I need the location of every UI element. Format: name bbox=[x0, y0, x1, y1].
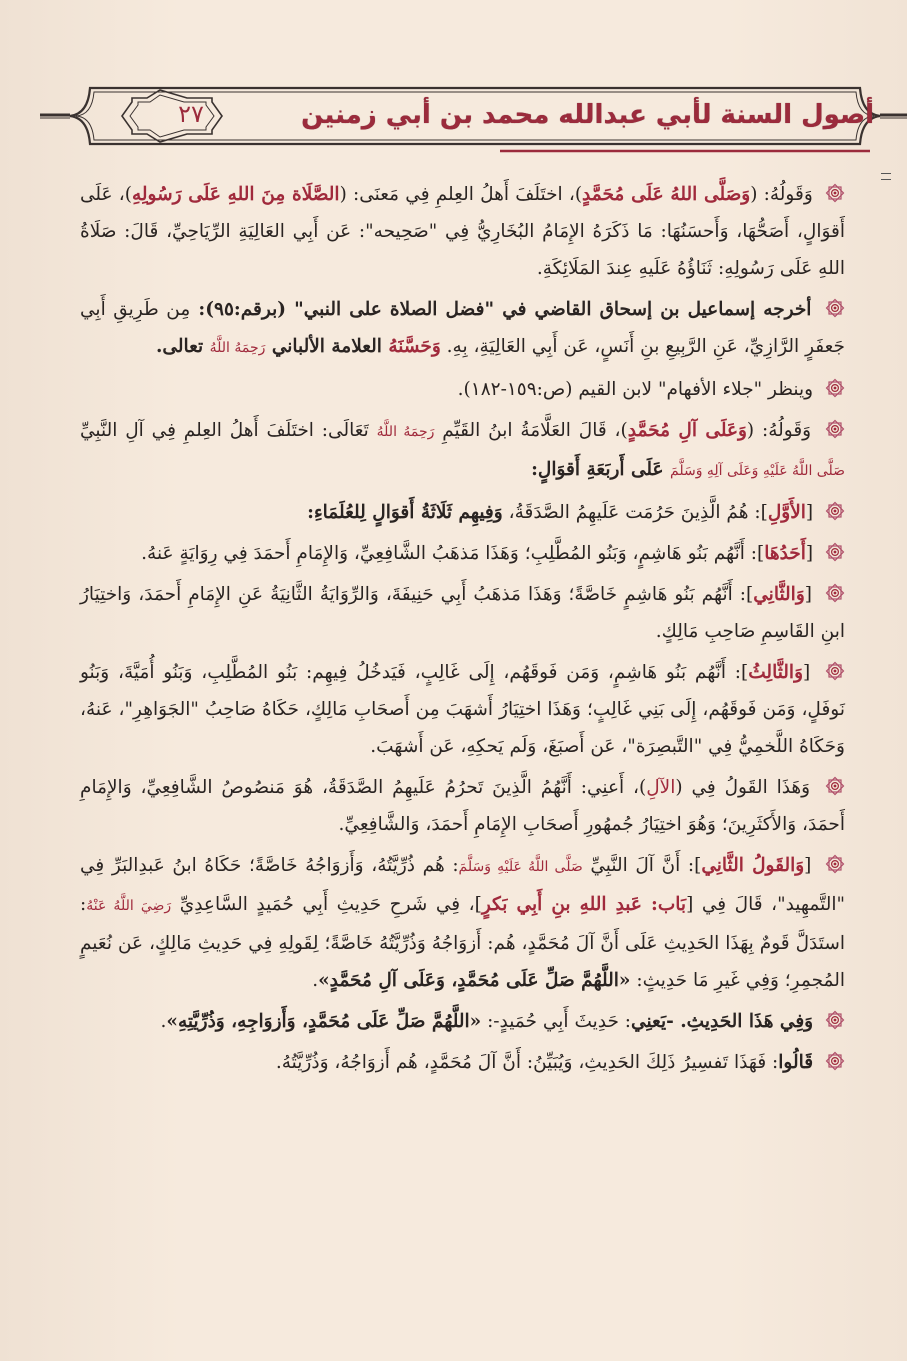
text-run: [ bbox=[803, 662, 811, 683]
margin-equals-mark bbox=[881, 173, 891, 180]
honorific-phrase: صَلَّى اللَّهُ عَلَيْهِ وَسَلَّمَ bbox=[458, 859, 583, 875]
honorific-phrase: رَضِيَ اللَّهُ عَنْهُ bbox=[86, 898, 172, 914]
text-run: [ bbox=[804, 584, 812, 605]
paragraph bbox=[80, 1003, 845, 1040]
page-number: ٢٧ bbox=[178, 100, 204, 128]
honorific-phrase: رَحِمَهُ اللَّهُ bbox=[209, 340, 266, 356]
paragraph bbox=[80, 371, 845, 408]
text-run: : حَدِيثَ أَبِي حُمَيدٍ-: bbox=[481, 1011, 632, 1032]
eight-point-star-rosette-icon bbox=[825, 183, 845, 203]
text-run: . bbox=[160, 1011, 167, 1032]
highlighted-text: وَحَسَّنَهُ bbox=[388, 336, 441, 357]
paragraph bbox=[80, 494, 845, 531]
text-run: [ bbox=[805, 502, 814, 523]
eight-point-star-rosette-icon bbox=[825, 661, 845, 681]
text-run: العلامة الألباني bbox=[265, 336, 389, 357]
text-run: )، قَالَ العَلَّامَةُ ابنُ القَيِّمِ bbox=[434, 420, 628, 441]
text-run: تعالى. bbox=[155, 336, 210, 357]
text-run: وَقَولُهُ: ( bbox=[750, 184, 813, 205]
text-run: ]: أَنَّهُم بَنُو هَاشِمٍ، وَبَنُو المُطَّلِبِ؛ وَهَذَا مَذهَبُ الشَّافِعِيِّ، وَالإِمَامِ أَحمَدَ فِي رِوَايَةٍ عَنهُ. bbox=[141, 543, 765, 564]
paragraph bbox=[80, 576, 845, 650]
highlighted-text: وَعَلَى آلِ مُحَمَّدٍ bbox=[627, 420, 747, 441]
highlighted-text: بَاب: عَبدِ اللهِ بنِ أَبِي بَكرٍ bbox=[481, 894, 687, 915]
text-run: : فَهَذَا تَفسِيرُ ذَلِكَ الحَدِيثِ، وَيُبَيِّنُ: أَنَّ آلَ مُحَمَّدٍ، هُم أَزوَاجُهُ، وَذُرِّيَّتُهُ. bbox=[275, 1052, 779, 1073]
text-run: وينظر "جلاء الأفهام" لابن القيم (ص:١٥٩-١٨٢). bbox=[457, 379, 814, 400]
text-run: أخرجه إسماعيل بن إسحاق القاضي في "فضل الصلاة على النبي" (برقم:٩٥): bbox=[190, 299, 812, 320]
highlighted-text: أَحَدُهَا bbox=[764, 543, 806, 564]
text-run: ]: هُمُ الَّذِينَ حَرُمَت عَلَيهِمُ الصَّدَقَةُ، bbox=[502, 502, 768, 523]
highlighted-text: الأَوَّلِ bbox=[767, 502, 806, 523]
text-run: عَلَى أَربَعَةِ أَقوَالٍ: bbox=[531, 459, 671, 480]
running-header bbox=[40, 82, 907, 152]
text-run: )، اختَلَفَ أَهلُ العِلمِ فِي مَعنَى: ( bbox=[339, 184, 583, 205]
text-run: : استَدَلَّ قَومٌ بِهَذَا الحَدِيثِ عَلَى أَنَّ آلَ مُحَمَّدٍ، هُم: أَزوَاجُهُ وَذُرِّيَّتُهُ خَاصَّةً؛ لِقَولِهِ فِي حَدِيثِ مَالِكٍ، عَن نُعَيمٍ المُجمِرِ؛ وَفِي غَيرِ مَا حَدِيثٍ: bbox=[80, 894, 845, 991]
paragraph bbox=[80, 412, 845, 490]
paragraph bbox=[80, 176, 845, 287]
text-run: تَعَالَى: اختَلَفَ أَهلُ العِلمِ فِي آلِ النَّبِيِّ bbox=[80, 420, 377, 441]
paragraph bbox=[80, 535, 845, 572]
text-run: «اللَّهُمَّ صَلِّ عَلَى مُحَمَّدٍ، وَعَلَى آلِ مُحَمَّدٍ» bbox=[318, 970, 631, 991]
paragraph bbox=[80, 291, 845, 367]
text-run: وَقَولُهُ: ( bbox=[746, 420, 812, 441]
paragraph bbox=[80, 654, 845, 765]
text-run: ]: أَنَّهُم بَنُو هَاشِمٍ، وَمَن فَوقَهُم، إِلَى غَالِبٍ، فَيَدخُلُ فِيهِم: بَنُو المُطَّلِبِ، وَبَنُو أُمَيَّةَ، وَبَنُو نَوفَلٍ، وَمَن فَوقَهُم، إِلَى بَنِي غَالِبٍ؛ وَهَذَا اختِيَارُ أَشهَبَ مِن أَصحَابِ مَالِكٍ، حَكَاهُ صَاحِبُ "الجَوَاهِرِ"، عَنهُ، وَحَكَاهُ اللَّخمِيُّ فِي "التَّبصِرَة"، عَن أَصبَغَ، وَلَم يَحكِهِ، عَن أَشهَبَ. bbox=[80, 662, 845, 757]
eight-point-star-rosette-icon bbox=[825, 542, 845, 562]
eight-point-star-rosette-icon bbox=[825, 776, 845, 796]
highlighted-text: وَصَلَّى اللهُ عَلَى مُحَمَّدٍ bbox=[582, 184, 751, 205]
eight-point-star-rosette-icon bbox=[825, 298, 845, 318]
text-run: )، أَعنِي: أَنَّهُمُ الَّذِينَ تَحرُمُ عَلَيهِمُ الصَّدَقَةُ، هُوَ مَنصُوصُ الشَّافِعِيِّ، وَالإِمَامِ أَحمَدَ، وَالأَكثَرِينَ؛ وَهُوَ اختِيَارُ جُمهُورِ أَصحَابِ الإِمَامِ أَحمَدَ، وَالشَّافِعِيِّ. bbox=[80, 777, 845, 835]
text-run: وَهَذَا القَولُ فِي ( bbox=[675, 777, 811, 798]
book-title: أصول السنة لأبي عبدالله محمد بن أبي زمنين bbox=[301, 100, 874, 130]
text-run: ]: أَنَّ آلَ النَّبِيِّ bbox=[582, 855, 702, 876]
highlighted-text: وَالثَّالِثُ bbox=[748, 662, 803, 683]
highlighted-text: الآلِ bbox=[646, 777, 676, 798]
highlighted-text: وَالثَّانِي bbox=[753, 584, 805, 605]
text-run: ]: أَنَّهُم بَنُو هَاشِمٍ خَاصَّةً؛ وَهَذَا مَذهَبُ أَبِي حَنِيفَةَ، وَالرِّوَايَةُ الثَّانِيَةُ عَنِ الإِمَامِ أَحمَدَ، وَاختِيَارُ ابنِ القَاسِمِ صَاحِبِ مَالِكٍ. bbox=[80, 584, 845, 642]
text-run: [ bbox=[805, 543, 814, 564]
text-run: . bbox=[312, 970, 319, 991]
paragraph bbox=[80, 1044, 845, 1081]
eight-point-star-rosette-icon bbox=[825, 854, 845, 874]
text-run: مِن طَرِيقِ أَبِي جَعفَرٍ الرَّازِيِّ، عَنِ الرَّبِيعِ بنِ أَنَسٍ، عَن أَبِي العَالِيَةِ، بِهِ. bbox=[80, 299, 845, 357]
page-body bbox=[80, 176, 845, 1081]
eight-point-star-rosette-icon bbox=[825, 583, 845, 603]
highlighted-text: وَالقَولُ الثَّانِي bbox=[701, 855, 805, 876]
eight-point-star-rosette-icon bbox=[825, 1010, 845, 1030]
text-run: )، عَلَى أَقوَالٍ، أَصَحُّهَا، وَأَحسَنُهَا: مَا ذَكَرَهُ الإِمَامُ البُخَارِيُّ فِي "صَحِيحه": عَن أَبِي العَالِيَةِ الرِّيَاحِيِّ، قَالَ: صَلَاةُ اللهِ عَلَى رَسُولِهِ: ثَنَاؤُهُ عَلَيهِ عِندَ المَلَائِكَةِ. bbox=[80, 184, 845, 279]
text-run: [ bbox=[804, 855, 812, 876]
eight-point-star-rosette-icon bbox=[825, 501, 845, 521]
honorific-phrase: صَلَّى اللَّهُ عَلَيْهِ وَعَلَى آلِهِ وَسَلَّمَ bbox=[670, 463, 845, 479]
paragraph bbox=[80, 769, 845, 843]
eight-point-star-rosette-icon bbox=[825, 378, 845, 398]
text-run: وَفِيهِم ثَلَاثَةُ أَقوَالٍ لِلعُلَمَاءِ: bbox=[307, 502, 503, 523]
eight-point-star-rosette-icon bbox=[825, 1051, 845, 1071]
text-run: : هُم ذُرِّيَّتُهُ، وَأَزوَاجُهُ خَاصَّةً؛ حَكَاهُ ابنُ عَبدِالبَرِّ فِي "التَّمهِيد"، قَالَ فِي [ bbox=[80, 855, 845, 915]
text-run: قَالُوا bbox=[778, 1052, 814, 1073]
highlighted-text: الصَّلَاة مِنَ اللهِ عَلَى رَسُولِهِ bbox=[131, 184, 340, 205]
text-run: ]، فِي شَرحِ حَدِيثِ أَبِي حُمَيدٍ السَّاعِدِيِّ bbox=[171, 894, 482, 915]
eight-point-star-rosette-icon bbox=[825, 419, 845, 439]
text-run: «اللَّهُمَّ صَلِّ عَلَى مُحَمَّدٍ، وَأَزوَاجِهِ، وَذُرِّيَّتِهِ» bbox=[166, 1011, 482, 1032]
text-run: وَفِي هَذَا الحَدِيثِ. -يَعنِي bbox=[631, 1011, 814, 1032]
honorific-phrase: رَحِمَهُ اللَّهُ bbox=[376, 424, 435, 440]
paragraph bbox=[80, 847, 845, 999]
